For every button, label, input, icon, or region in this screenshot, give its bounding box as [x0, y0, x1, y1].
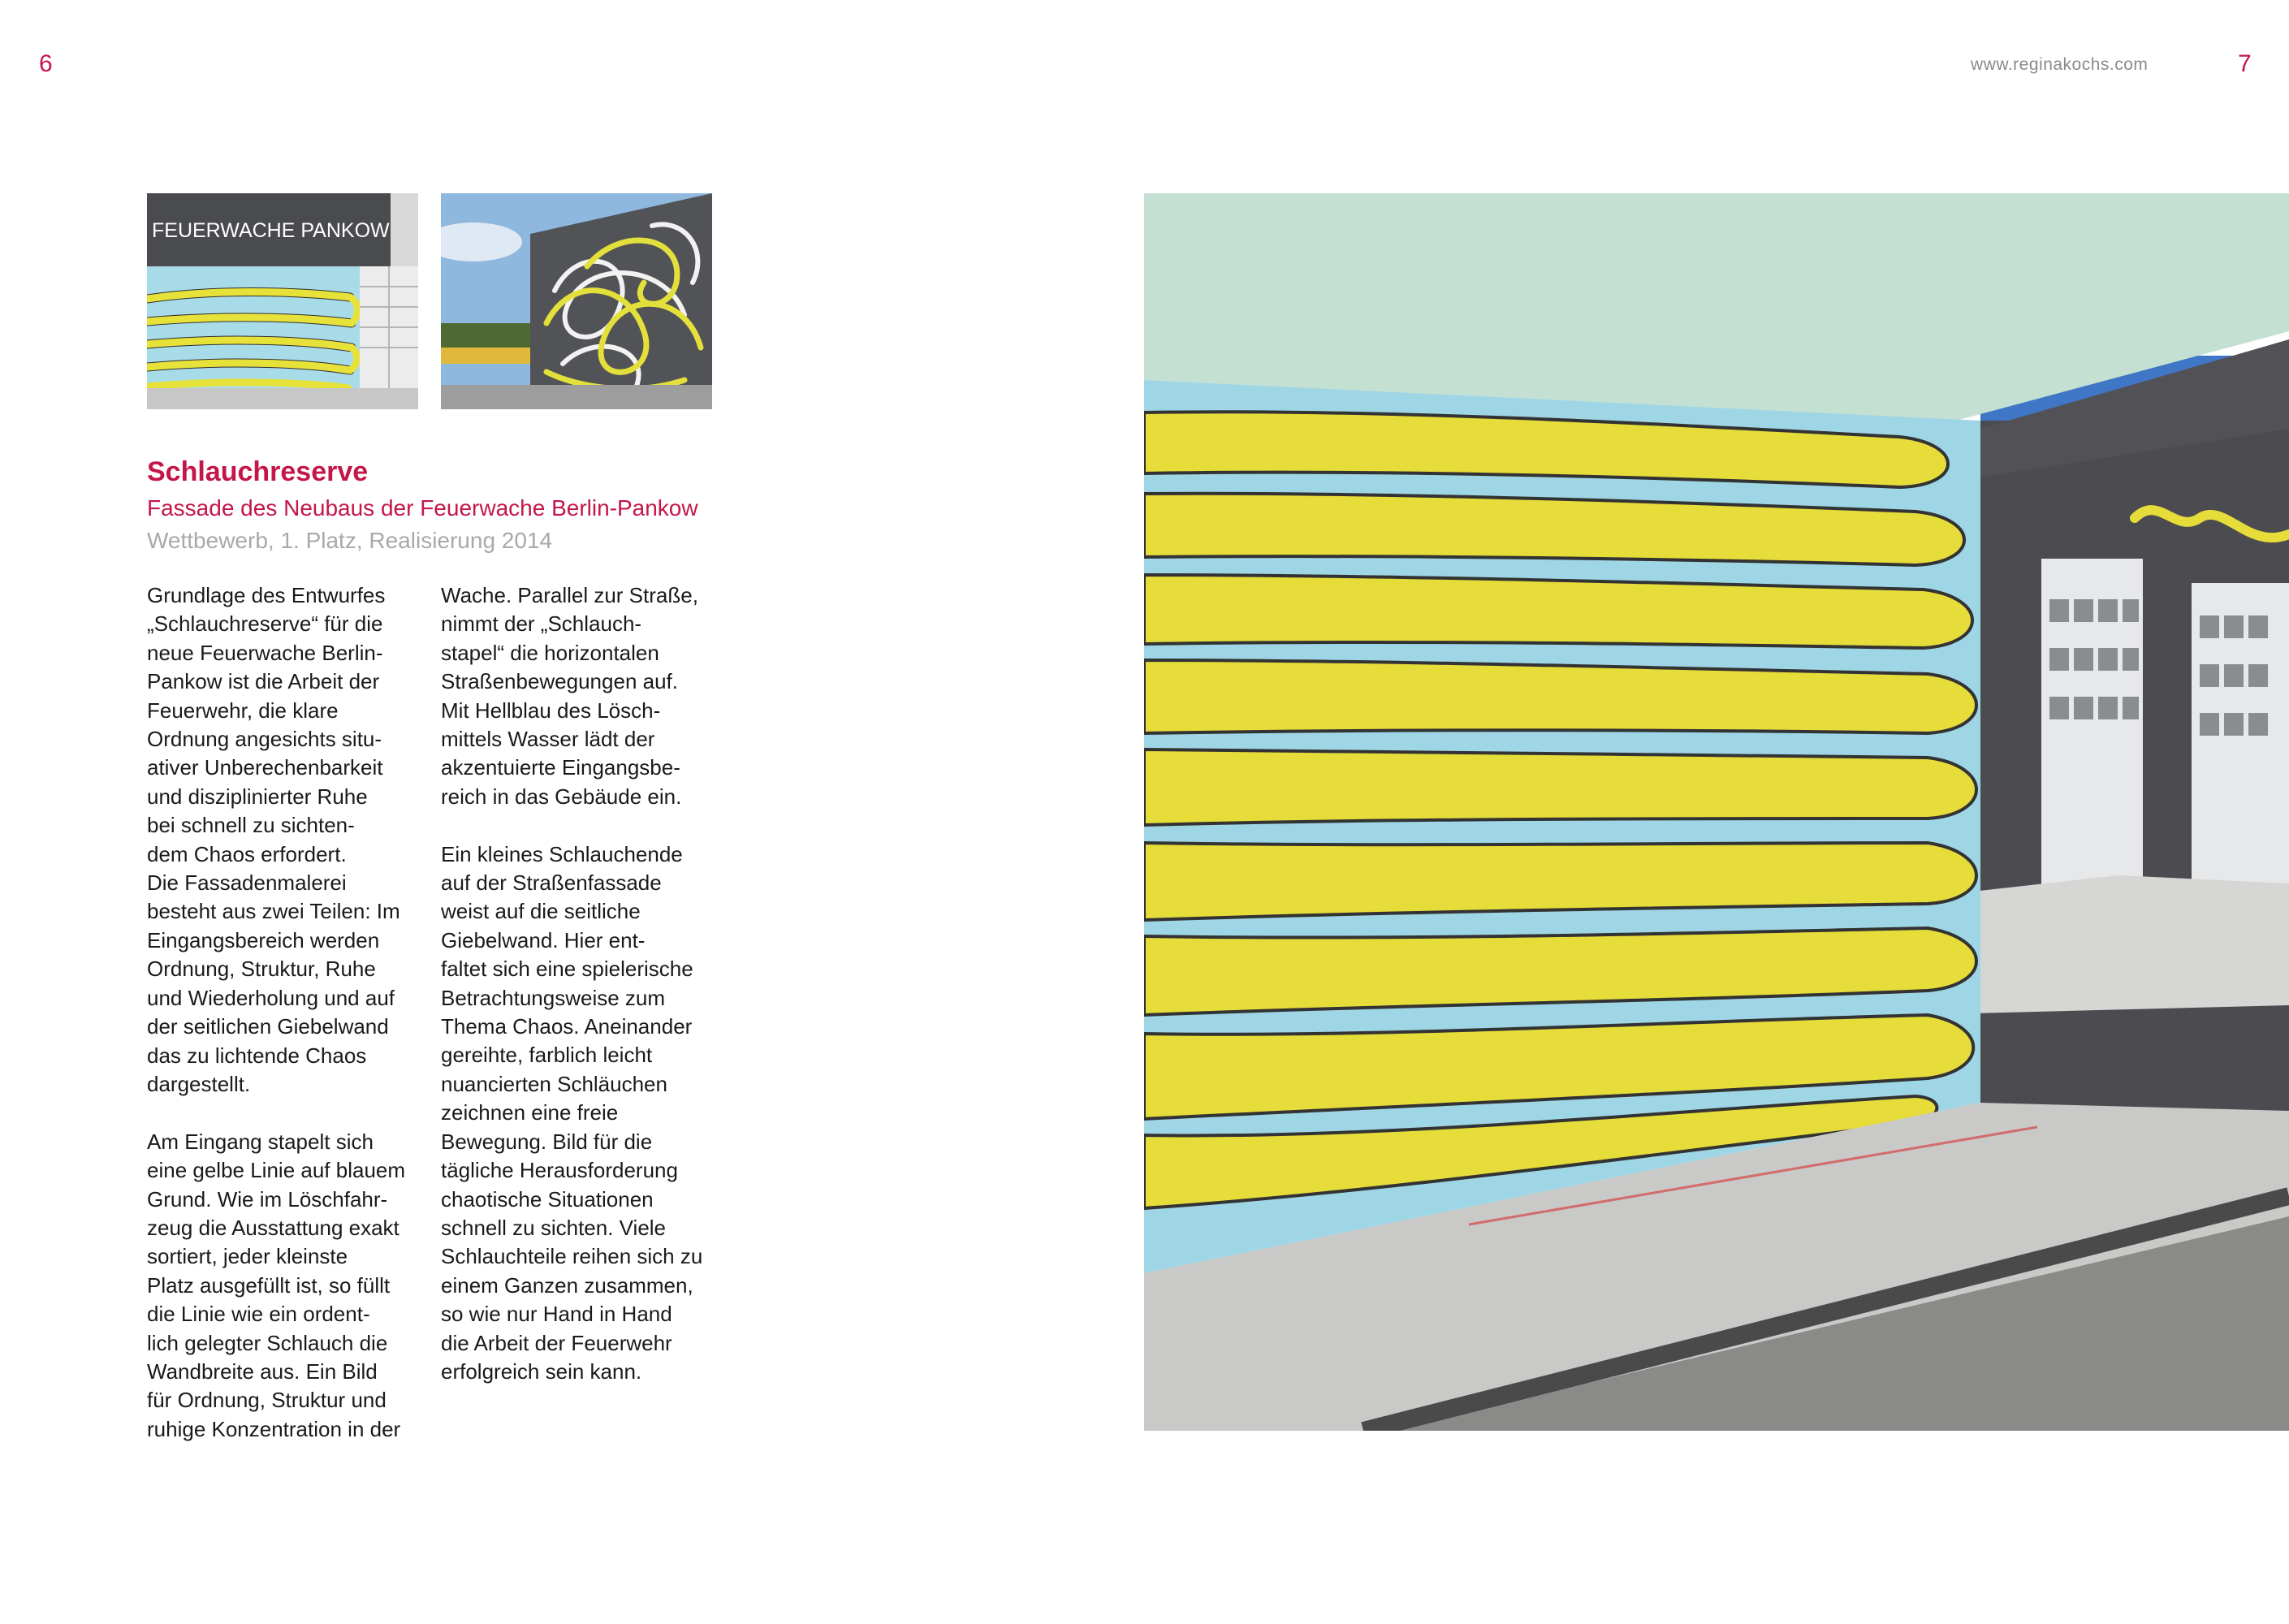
website-url[interactable]: www.reginakochs.com — [1971, 55, 2149, 74]
body-text-line: Grundlage des Entwurfes — [147, 583, 386, 607]
body-text-line: die Arbeit der Feuerwehr — [441, 1330, 672, 1355]
paragraph-gap — [441, 811, 717, 840]
body-text-line: reich in das Gebäude ein. — [441, 784, 682, 809]
body-text-line: weist auf die seitliche — [441, 899, 641, 924]
body-text-line: Straßenbewegungen auf. — [441, 669, 678, 694]
body-text-line: stapel“ die horizontalen — [441, 640, 659, 665]
body-text-line: „Schlauchreserve“ für die — [147, 611, 383, 637]
body-text-line: Ein kleines Schlauchende — [441, 841, 683, 866]
body-text-line: tägliche Herausforderung — [441, 1158, 678, 1183]
body-text-line: der seitlichen Giebelwand — [147, 1014, 389, 1039]
body-text-line: faltet sich eine spielerische — [441, 957, 693, 982]
body-text-line: akzentuierte Eingangsbe- — [441, 755, 680, 780]
body-text-line: Die Fassadenmalerei — [147, 870, 347, 896]
body-text-line: Betrachtungsweise zum — [441, 985, 666, 1010]
page-number-right: 7 — [2238, 50, 2252, 77]
body-text-line: für Ordnung, Struktur und — [147, 1388, 387, 1413]
page-number-left: 6 — [39, 50, 53, 77]
body-text-line: Schlauchteile reihen sich zu — [441, 1244, 703, 1269]
body-text-line: Feuerwehr, die klare — [147, 698, 339, 723]
body-text-line: nimmt der „Schlauch- — [441, 611, 642, 637]
body-text-line: das zu lichtende Chaos — [147, 1043, 367, 1068]
body-text-line: Giebelwand. Hier ent- — [441, 927, 646, 952]
body-text-line: zeug die Ausstattung exakt — [147, 1215, 399, 1240]
article-meta: Wettbewerb, 1. Platz, Realisierung 2014 — [147, 528, 553, 553]
body-text-line: auf der Straßenfassade — [441, 870, 662, 896]
body-text-line: erfolgreich sein kann. — [441, 1358, 642, 1384]
body-text-line: und disziplinierter Ruhe — [147, 784, 368, 809]
body-text-line: mittels Wasser lädt der — [441, 727, 655, 752]
body-text-line: neue Feuerwache Berlin- — [147, 640, 383, 665]
body-text-line: Platz ausgefüllt ist, so füllt — [147, 1272, 391, 1298]
body-text-line: Wandbreite aus. Ein Bild — [147, 1358, 378, 1384]
body-text-line: Pankow ist die Arbeit der — [147, 669, 380, 694]
article-subtitle: Fassade des Neubaus der Feuerwache Berlin-Pankow — [147, 495, 698, 520]
body-text-line: Am Eingang stapelt sich — [147, 1129, 374, 1154]
body-column-right — [441, 581, 717, 1386]
paragraph-gap — [147, 1099, 423, 1127]
thumbnail-gable-wall-photo — [441, 193, 712, 409]
body-text-line: die Linie wie ein ordent- — [147, 1302, 370, 1327]
body-text-line: chaotische Situationen — [441, 1186, 654, 1212]
body-text-line: zeichnen eine freie — [441, 1100, 619, 1125]
body-text-line: nuancierten Schläuchen — [441, 1071, 667, 1096]
body-text-line: Bewegung. Bild für die — [441, 1129, 653, 1154]
body-text-line: bei schnell zu sichten- — [147, 813, 355, 838]
body-text-line: sortiert, jeder kleinste — [147, 1244, 348, 1269]
body-text-line: Grund. Wie im Löschfahr- — [147, 1186, 388, 1212]
thumbnail-entrance-photo — [147, 193, 418, 409]
body-text-line: lich gelegter Schlauch die — [147, 1330, 388, 1355]
thumbnail-sign-text: FEUERWACHE PANKOW — [152, 219, 390, 242]
body-text-line: ativer Unberechenbarkeit — [147, 755, 383, 780]
body-column-left — [147, 581, 423, 1444]
body-text-line: ruhige Konzentration in der — [147, 1416, 401, 1441]
body-text-line: dem Chaos erfordert. — [147, 841, 347, 866]
main-mural-photo — [1144, 193, 2289, 1431]
body-text-line: Mit Hellblau des Lösch- — [441, 698, 661, 723]
article-title: Schlauchreserve — [147, 456, 369, 487]
body-text-line: und Wiederholung und auf — [147, 985, 395, 1010]
body-text-line: besteht aus zwei Teilen: Im — [147, 899, 400, 924]
body-text-line: schnell zu sichten. Viele — [441, 1215, 667, 1240]
body-text-line: Wache. Parallel zur Straße, — [441, 583, 698, 607]
body-text-line: Ordnung, Struktur, Ruhe — [147, 957, 376, 982]
body-text-line: gereihte, farblich leicht — [441, 1043, 653, 1068]
body-text-line: so wie nur Hand in Hand — [441, 1302, 672, 1327]
body-text-line: Ordnung angesichts situ- — [147, 727, 382, 752]
body-text-line: dargestellt. — [147, 1071, 251, 1096]
body-text-line: Eingangsbereich werden — [147, 927, 380, 952]
body-text-line: Thema Chaos. Aneinander — [441, 1014, 693, 1039]
body-text-line: eine gelbe Linie auf blauem — [147, 1158, 406, 1183]
body-text-line: einem Ganzen zusammen, — [441, 1272, 693, 1298]
